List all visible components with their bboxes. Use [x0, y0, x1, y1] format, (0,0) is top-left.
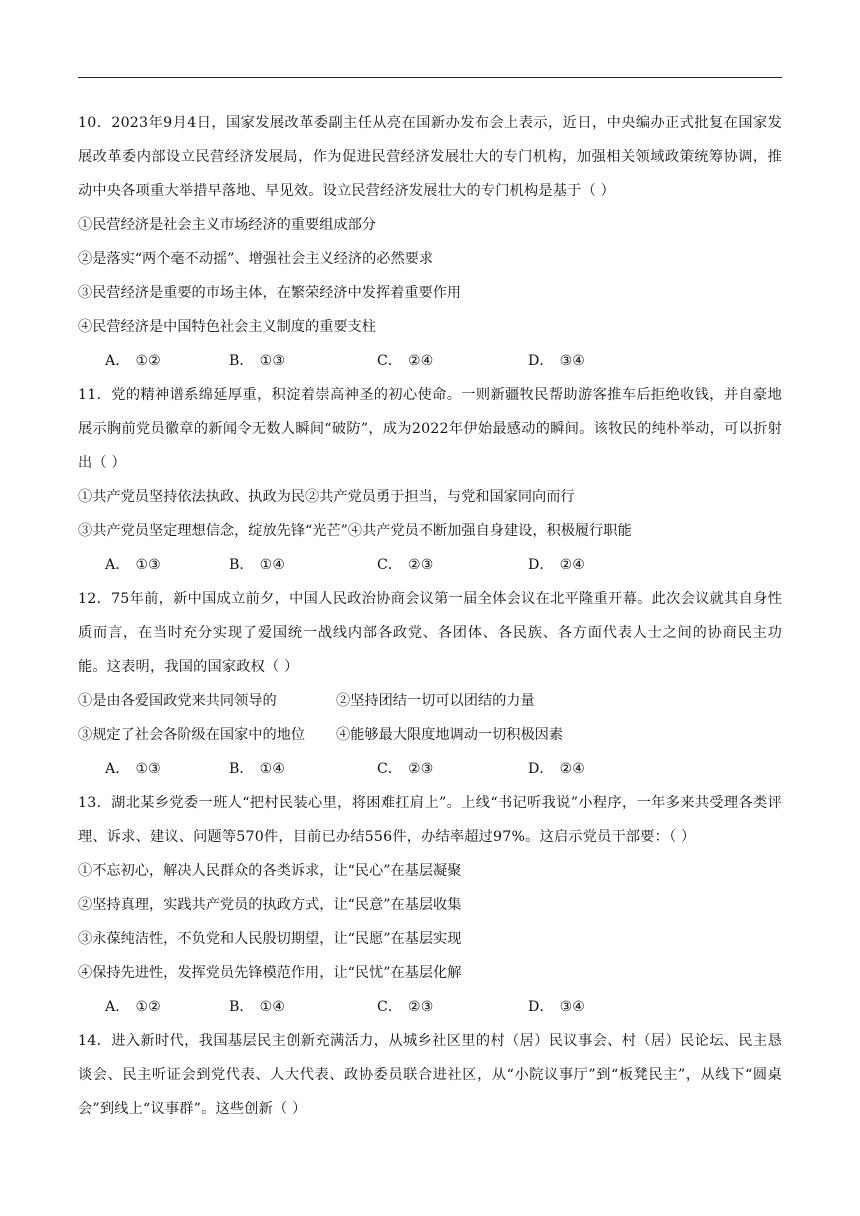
option-key: C． — [377, 999, 403, 1015]
option-value: ②④ — [408, 353, 434, 369]
statement-text: ①共产党员坚持依法执政、执政为民②共产党员勇于担当，与党和国家同向而行 — [78, 489, 575, 505]
answer-option — [528, 752, 648, 786]
question-10 — [78, 106, 782, 378]
statement-row — [78, 480, 782, 514]
answer-option — [229, 344, 377, 378]
answer-option — [528, 344, 648, 378]
question-stem: 12．75年前，新中国成立前夕，中国人民政治协商会议第一届全体会议在北平隆重开幕。此次会议就其自身性质而言，在当时充分实现了爱国统一战线内部各政党、各团体、各民族、各方面代表人士之间的协商民主功能。这表明，我国的国家政权（ ） — [78, 591, 782, 675]
option-key: A． — [105, 353, 130, 369]
option-value: ①④ — [259, 999, 286, 1015]
answer-option — [377, 344, 528, 378]
question-11 — [78, 378, 782, 582]
option-key: A． — [105, 557, 130, 573]
option-value: ①② — [135, 999, 161, 1015]
option-key: C． — [377, 353, 403, 369]
option-key: D． — [528, 353, 554, 369]
answer-option — [105, 752, 229, 786]
statement-row — [78, 208, 782, 242]
answer-option — [528, 548, 648, 582]
statement-row — [78, 888, 782, 922]
question-stem: 14．进入新时代，我国基层民主创新充满活力，从城乡社区里的村（居）民议事会、村（居）民论坛、民主恳谈会、民主听证会到党代表、人大代表、政协委员联合进社区，从“小院议事厅”到“板凳民主”，从线下“圆桌会”到线上“议事群”。这些创新（ ） — [78, 1033, 782, 1117]
option-value: ①② — [135, 353, 161, 369]
statement-text: ②坚持团结一切可以团结的力量 — [336, 693, 535, 709]
option-key: B． — [229, 761, 254, 777]
statement-row — [78, 718, 782, 752]
option-key: A． — [105, 761, 130, 777]
header-rule — [78, 77, 782, 78]
statement-text: ②坚持真理，实践共产党员的执政方式，让“民意”在基层收集 — [78, 897, 462, 913]
question-stem: 13．湖北某乡党委一班人“把村民装心里，将困难扛肩上”。上线“书记听我说”小程序，一年多来共受理各类评理、诉求、建议、问题等570件，目前已办结556件，办结率超过97%。这启示党员干部要：（ ） — [78, 795, 782, 845]
question-12 — [78, 582, 782, 786]
option-value: ②③ — [408, 999, 434, 1015]
statement-row — [78, 684, 782, 718]
answer-options — [78, 752, 782, 786]
question-stem: 10．2023年9月4日，国家发展改革委副主任从亮在国新办发布会上表示，近日，中央编办正式批复在国家发展改革委内部设立民营经济发展局，作为促进民营经济发展壮大的专门机构，加强相关领域政策统筹协调，推动中央各项重大举措早落地、早见效。设立民营经济发展壮大的专门机构是基于（ ） — [78, 115, 782, 199]
option-value: ②③ — [408, 557, 434, 573]
statement-row — [78, 310, 782, 344]
statement-row — [78, 922, 782, 956]
option-value: ②④ — [559, 761, 586, 777]
answer-option — [229, 990, 377, 1024]
question-stem: 11．党的精神谱系绵延厚重，积淀着崇高神圣的初心使命。一则新疆牧民帮助游客推车后拒绝收钱，并自豪地展示胸前党员徽章的新闻令无数人瞬间“破防”，成为2022年伊始最感动的瞬间。该牧民的纯朴举动，可以折射出（ ） — [78, 387, 782, 471]
option-key: D． — [528, 999, 554, 1015]
option-key: D． — [528, 557, 554, 573]
option-key: C． — [377, 761, 403, 777]
option-value: ③④ — [559, 999, 586, 1015]
question-list — [78, 106, 782, 1126]
answer-option — [229, 548, 377, 582]
statement-text: ③规定了社会各阶级在国家中的地位 — [78, 727, 306, 743]
statement-text: ①是由各爱国政党来共同领导的 — [78, 693, 277, 709]
option-value: ①③ — [135, 557, 161, 573]
option-value: ①③ — [135, 761, 161, 777]
statement-row — [78, 514, 782, 548]
option-value: ①④ — [259, 557, 286, 573]
statement-text: ④民营经济是中国特色社会主义制度的重要支柱 — [78, 319, 376, 335]
statement-row — [78, 956, 782, 990]
statement-text: ④保持先进性，发挥党员先锋模范作用，让“民忧”在基层化解 — [78, 965, 462, 981]
statement-text: ④能够最大限度地调动一切积极因素 — [336, 727, 564, 743]
answer-option — [105, 344, 229, 378]
statement-row — [78, 854, 782, 888]
answer-option — [377, 990, 528, 1024]
answer-option — [105, 548, 229, 582]
option-value: ①④ — [259, 761, 286, 777]
option-key: A． — [105, 999, 130, 1015]
option-value: ③④ — [559, 353, 586, 369]
question-13 — [78, 786, 782, 1024]
answer-options — [78, 990, 782, 1024]
option-key: C． — [377, 557, 403, 573]
statement-text: ①民营经济是社会主义市场经济的重要组成部分 — [78, 217, 376, 233]
option-key: D． — [528, 761, 554, 777]
option-value: ②④ — [559, 557, 586, 573]
answer-option — [377, 752, 528, 786]
answer-option — [229, 752, 377, 786]
option-key: B． — [229, 999, 254, 1015]
answer-options — [78, 344, 782, 378]
statement-text: ①不忘初心，解决人民群众的各类诉求，让“民心”在基层凝聚 — [78, 863, 462, 879]
question-14 — [78, 1024, 782, 1126]
answer-option — [105, 990, 229, 1024]
option-key: B． — [229, 557, 254, 573]
option-key: B． — [229, 353, 254, 369]
statement-text: ③共产党员坚定理想信念，绽放先锋“光芒”④共产党员不断加强自身建设，积极履行职能 — [78, 523, 632, 539]
answer-options — [78, 548, 782, 582]
statement-text: ②是落实“两个毫不动摇”、增强社会主义经济的必然要求 — [78, 251, 434, 267]
answer-option — [528, 990, 648, 1024]
statement-text: ③民营经济是重要的市场主体，在繁荣经济中发挥着重要作用 — [78, 285, 462, 301]
option-value: ②③ — [408, 761, 434, 777]
option-value: ①③ — [259, 353, 286, 369]
answer-option — [377, 548, 528, 582]
statement-row — [78, 242, 782, 276]
statement-row — [78, 276, 782, 310]
statement-text: ③永葆纯洁性，不负党和人民殷切期望，让“民愿”在基层实现 — [78, 931, 462, 947]
